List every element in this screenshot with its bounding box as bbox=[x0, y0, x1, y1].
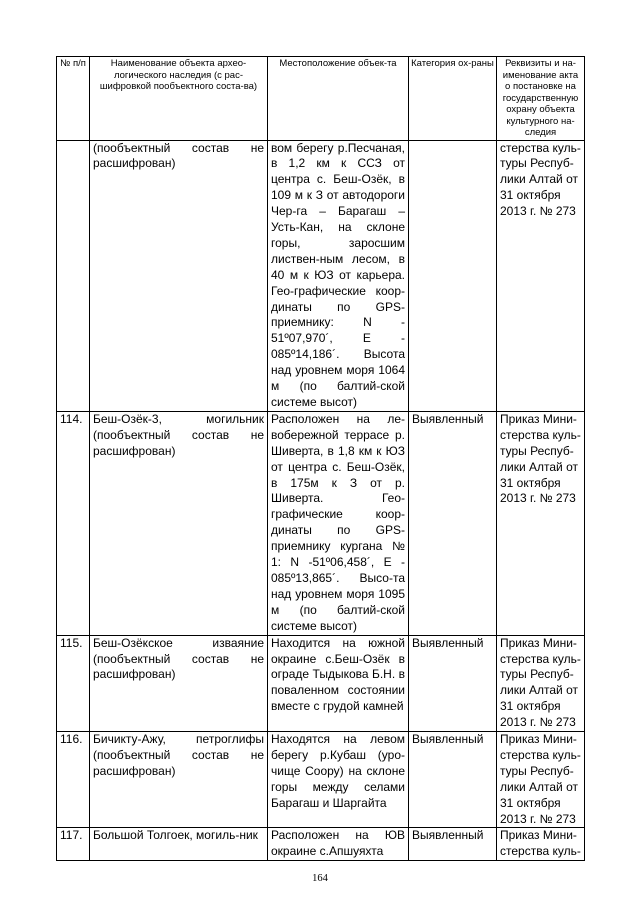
header-act: Реквизиты и на-именование акта о постановке на государственную охрану объекта культурного на-следия bbox=[497, 57, 585, 141]
header-location: Местоположение объек-та bbox=[268, 57, 409, 141]
row-name: (пообъектный состав не расшифрован) bbox=[90, 140, 268, 411]
page-number: 164 bbox=[312, 873, 328, 884]
row-act: стерства куль-туры Респуб-лики Алтай от 31 октября 2013 г. № 273 bbox=[497, 140, 585, 411]
row-location: Расположен на ЮВ окраине с.Апшуяхта bbox=[268, 828, 409, 861]
row-act: Приказ Мини-стерства куль-туры Респуб-лики Алтай от 31 октября 2013 г. № 273 bbox=[497, 411, 585, 635]
row-act: Приказ Мини-стерства куль-туры Респуб-лики Алтай от 31 октября 2013 г. № 273 bbox=[497, 635, 585, 731]
table-row bbox=[57, 828, 585, 861]
row-category bbox=[409, 140, 497, 411]
row-category: Выявленный bbox=[409, 411, 497, 635]
row-num: 117. bbox=[57, 828, 90, 861]
row-name: Бичикту-Ажу, петроглифы (пообъектный состав не расшифрован) bbox=[90, 732, 268, 828]
row-location: Находится на южной окраине с.Беш-Озёк в ограде Тыдыкова Б.Н. в поваленном состоянии вместе с грудой камней bbox=[268, 635, 409, 731]
table-row bbox=[57, 411, 585, 635]
row-name: Большой Толгоек, могиль-ник bbox=[90, 828, 268, 861]
row-location: Находятся на левом берегу р.Кубаш (уро-чище Соору) на склоне горы между селами Барагаш и Шаргайта bbox=[268, 732, 409, 828]
header-row bbox=[57, 57, 585, 141]
row-location: вом берегу р.Песчаная, в 1,2 км к ССЗ от центра с. Беш-Озёк, в 109 м к З от автодороги Чер-га – Барагаш – Усть-Кан, на склоне горы, заросшим листвен-ным лесом, в 40 м к ЮЗ от карьера. Гео-графические коор-динаты по GPS-приемнику: N - 51º07,970´, Е - 085º14,186´. Высота над уровнем моря 1064 м (по балтий-ской системе высот) bbox=[268, 140, 409, 411]
row-location: Расположен на ле-вобережной террасе р. Шиверта, в 1,8 км к ЮЗ от центра с. Беш-Озёк, в 175м к З от р. Шиверта. Гео-графические коор-динаты по GPS-приемнику кургана № 1: N -51º06,458´, Е - 085º13,865´. Высо-та над уровнем моря 1095 м (по балтий-ской системе высот) bbox=[268, 411, 409, 635]
row-act: Приказ Мини-стерства куль- bbox=[497, 828, 585, 861]
row-category: Выявленный bbox=[409, 732, 497, 828]
row-name: Беш-Озёк-3, могильник (пообъектный состав не расшифрован) bbox=[90, 411, 268, 635]
header-name: Наименование объекта архео-логического наследия (с рас-шифровкой пообъектного соста-ва) bbox=[90, 57, 268, 141]
row-category: Выявленный bbox=[409, 828, 497, 861]
header-num: № п/п bbox=[57, 57, 90, 141]
table-row bbox=[57, 635, 585, 731]
row-category: Выявленный bbox=[409, 635, 497, 731]
row-num: 114. bbox=[57, 411, 90, 635]
row-name: Беш-Озёкское изваяние (пообъектный состав не расшифрован) bbox=[90, 635, 268, 731]
heritage-register-table bbox=[56, 56, 585, 861]
table-row bbox=[57, 732, 585, 828]
row-act: Приказ Мини-стерства куль-туры Респуб-лики Алтай от 31 октября 2013 г. № 273 bbox=[497, 732, 585, 828]
row-num: 116. bbox=[57, 732, 90, 828]
row-num bbox=[57, 140, 90, 411]
header-category: Категория ох-раны bbox=[409, 57, 497, 141]
row-num: 115. bbox=[57, 635, 90, 731]
table-row bbox=[57, 140, 585, 411]
